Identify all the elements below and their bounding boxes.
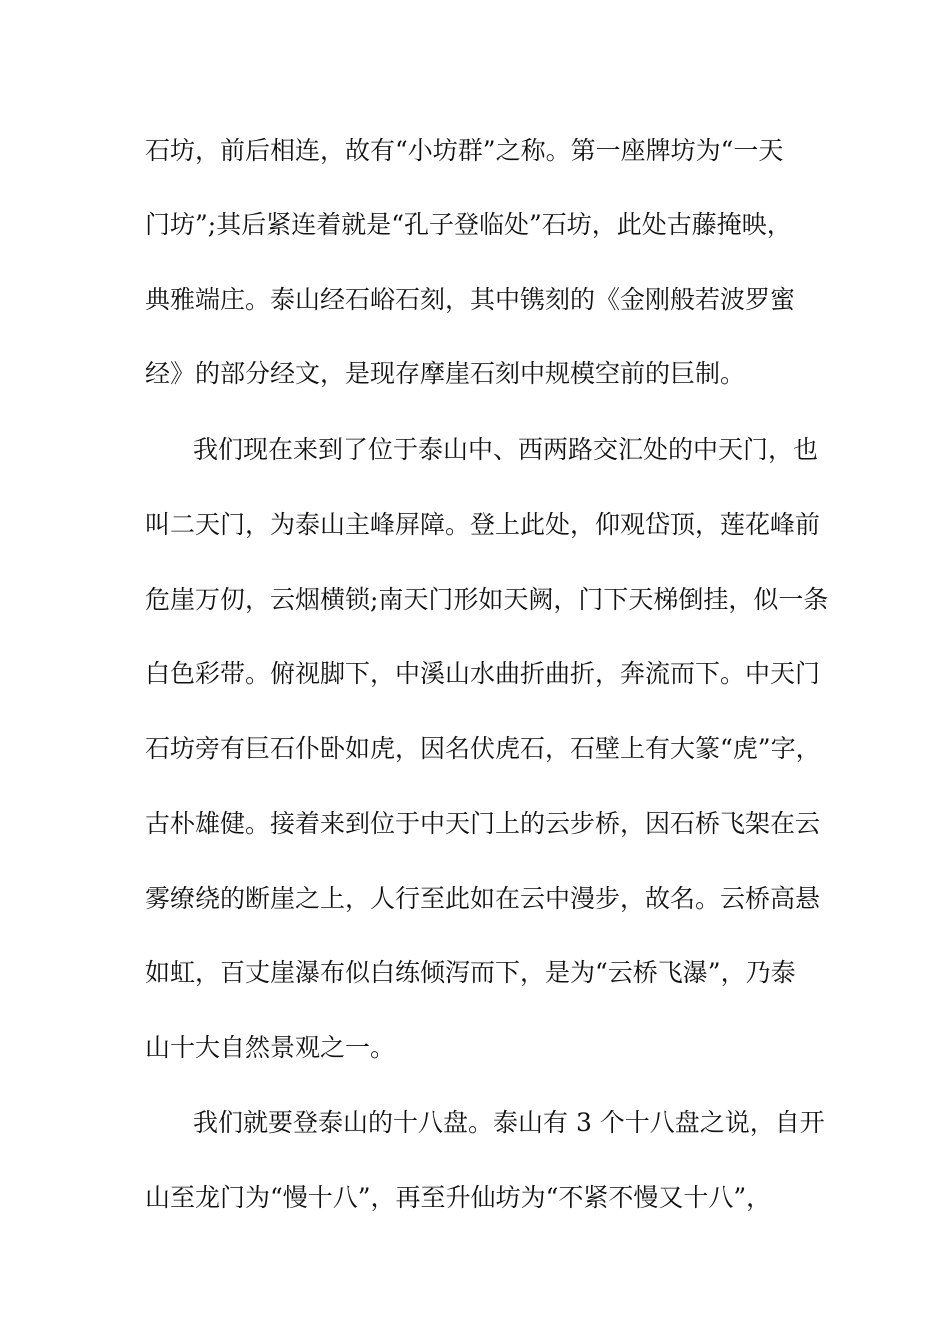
paragraph-start-line: 我们现在来到了位于泰山中、西两路交汇处的中天门，也 (193, 435, 819, 464)
text-line: 典雅端庄。泰山经石峪石刻，其中镌刻的《金刚般若波罗蜜 (145, 285, 796, 314)
text-line: 门坊”;其后紧连着就是“孔子登临处”石坊，此处古藤掩映， (145, 210, 792, 239)
text-line: 叫二天门，为泰山主峰屏障。登上此处，仰观岱顶，莲花峰前 (145, 510, 821, 539)
text-line: 石坊，前后相连，故有“小坊群”之称。第一座牌坊为“一天 (145, 136, 784, 165)
text-line: 白色彩带。俯视脚下，中溪山水曲折曲折，奔流而下。中天门 (145, 659, 821, 688)
text-line: 古朴雄健。接着来到位于中天门上的云步桥，因石桥飞架在云 (145, 809, 821, 838)
text-line: 雾缭绕的断崖之上，人行至此如在云中漫步，故名。云桥高悬 (145, 884, 821, 913)
paragraph-start-line: 我们就要登泰山的十八盘。泰山有 3 个十八盘之说，自开 (193, 1108, 825, 1137)
text-line: 经》的部分经文，是现存摩崖石刻中规模空前的巨制。 (145, 359, 746, 388)
text-line: 如虹，百丈崖瀑布似白练倾泻而下，是为“云桥飞瀑”，乃泰 (145, 958, 796, 987)
text-line: 山至龙门为“慢十八”，再至升仙坊为“不紧不慢又十八”， (145, 1183, 772, 1212)
text-line: 山十大自然景观之一。 (145, 1033, 396, 1062)
text-line: 危崖万仞，云烟横锁;南天门形如天阙，门下天梯倒挂，似一条 (145, 585, 829, 614)
text-line: 石坊旁有巨石仆卧如虎，因名伏虎石，石壁上有大篆“虎”字， (145, 734, 821, 763)
